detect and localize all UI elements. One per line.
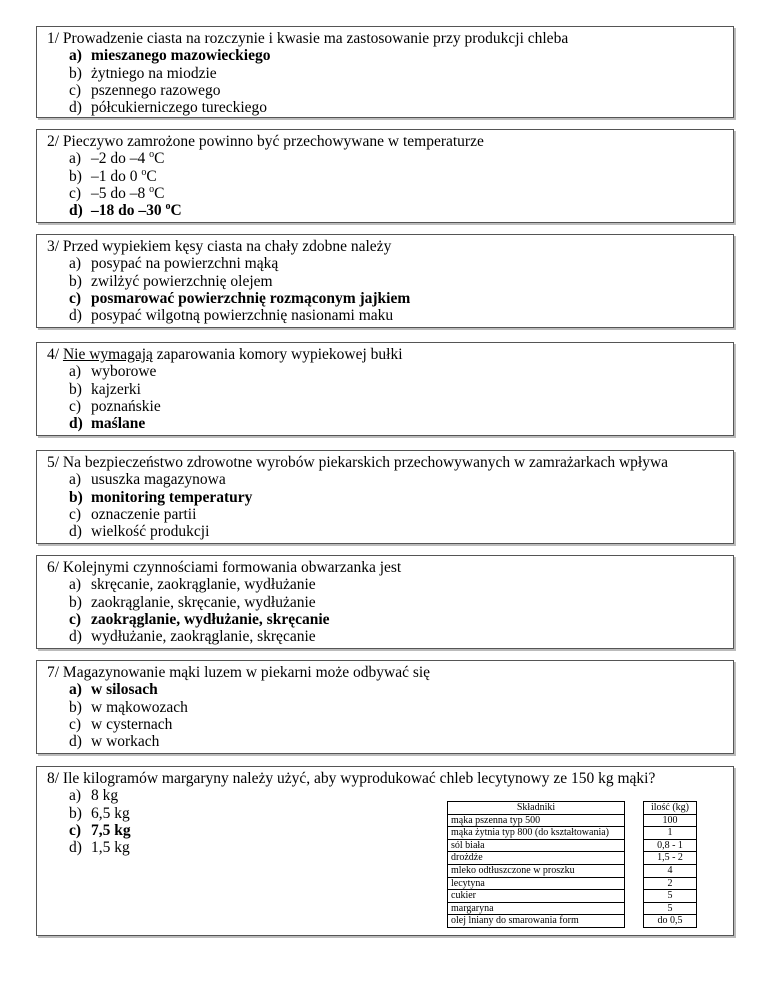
question-2-option-b: b) –1 do 0 $^o$C — [69, 166, 157, 185]
question-5-option-c: c) oznaczenie partii — [69, 505, 197, 523]
question-4-option-b: b) kajzerki — [69, 380, 141, 398]
ingredient-quantity: 5 — [644, 902, 697, 915]
question-6-option-d: d) wydłużanie, zaokrąglanie, skręcanie — [69, 628, 316, 646]
question-2-option-d: d) –18 do –30 $^o$C — [69, 201, 182, 220]
question-5-option-d: d) wielkość produkcji — [69, 523, 210, 541]
question-6-option-c: c) zaokrąglanie, wydłużanie, skręcanie — [69, 610, 330, 628]
question-5 — [36, 450, 734, 544]
question-3-option-a: a) posypać na powierzchni mąką — [69, 255, 279, 273]
question-8-option-d: d) 1,5 kg — [69, 839, 130, 857]
ingredient-name: mąka żytnia typ 800 (do kształtowania) — [448, 827, 625, 840]
question-7-option-c: c) w cysternach — [69, 715, 173, 733]
question-1-option-c: c) pszennego razowego — [69, 81, 221, 99]
question-6-option-b: b) zaokrąglanie, skręcanie, wydłużanie — [69, 593, 316, 611]
ingredient-quantity: 100 — [644, 814, 697, 827]
question-4-option-c: c) poznańskie — [69, 397, 161, 415]
question-2-option-a: a) –2 do –4 $^o$C — [69, 149, 165, 168]
ingredient-name: mleko odtłuszczone w proszku — [448, 864, 625, 877]
ingredient-quantity: 1 — [644, 827, 697, 840]
question-6-text: 6/ Kolejnymi czynnościami formowania obwarzanka jest — [47, 559, 402, 576]
ingredients-quantity-table — [643, 801, 697, 928]
ingredient-quantity: 0,8 - 1 — [644, 839, 697, 852]
question-6 — [36, 555, 734, 649]
ingredient-quantity: 5 — [644, 890, 697, 903]
ingredient-quantity: 2 — [644, 877, 697, 890]
question-2-text: 2/ Pieczywo zamrożone powinno być przechowywane w temperaturze — [47, 133, 484, 150]
question-3 — [36, 234, 734, 328]
ingredients-name-header: Składniki — [448, 802, 625, 815]
question-5-text: 5/ Na bezpieczeństwo zdrowotne wyrobów piekarskich przechowywanych w zamrażarkach wpływa — [47, 454, 669, 471]
ingredient-quantity: 1,5 - 2 — [644, 852, 697, 865]
question-1-text: 1/ Prowadzenie ciasta na rozczynie i kwasie ma zastosowanie przy produkcji chleba — [47, 30, 569, 47]
question-8-text: 8/ Ile kilogramów margaryny należy użyć, aby wyprodukować chleb lecytynowy ze 150 kg mąki? — [47, 770, 656, 787]
ingredient-name: sól biała — [448, 839, 625, 852]
question-3-option-c: c) posmarować powierzchnię rozmąconym jajkiem — [69, 289, 411, 307]
question-2 — [36, 129, 734, 223]
ingredient-name: olej lniany do smarowania form — [448, 915, 625, 928]
ingredient-name: cukier — [448, 890, 625, 903]
ingredients-name-table — [447, 801, 625, 928]
question-2-option-c: c) –5 do –8 $^o$C — [69, 183, 165, 202]
ingredients-quantity-header: ilość (kg) — [644, 802, 697, 815]
ingredient-name: mąka pszenna typ 500 — [448, 814, 625, 827]
ingredient-name: lecytyna — [448, 877, 625, 890]
question-5-option-b: b) monitoring temperatury — [69, 488, 253, 506]
question-4-option-a: a) wyborowe — [69, 363, 157, 381]
question-4-text: 4/ Nie wymagają zaparowania komory wypiekowej bułki — [47, 346, 403, 363]
question-8-option-c: c) 7,5 kg — [69, 821, 131, 839]
question-4-option-d: d) maślane — [69, 415, 146, 433]
question-7-text: 7/ Magazynowanie mąki luzem w piekarni może odbywać się — [47, 664, 431, 681]
question-4 — [36, 342, 734, 436]
question-7-option-d: d) w workach — [69, 733, 160, 751]
question-8-option-b: b) 6,5 kg — [69, 804, 130, 822]
question-3-text: 3/ Przed wypiekiem kęsy ciasta na chały zdobne należy — [47, 238, 392, 255]
question-5-option-a: a) ususzka magazynowa — [69, 471, 226, 489]
question-3-option-d: d) posypać wilgotną powierzchnię nasionami maku — [69, 307, 394, 325]
question-1 — [36, 26, 734, 118]
question-8 — [36, 766, 734, 936]
question-1-option-a: a) mieszanego mazowieckiego — [69, 47, 271, 65]
question-7 — [36, 660, 734, 754]
question-3-option-b: b) zwilżyć powierzchnię olejem — [69, 272, 273, 290]
ingredient-name: drożdże — [448, 852, 625, 865]
ingredient-quantity: do 0,5 — [644, 915, 697, 928]
question-4-emphasis: Nie wymagają — [62, 346, 153, 363]
question-8-option-a: a) 8 kg — [69, 787, 119, 805]
question-7-option-a: a) w silosach — [69, 681, 158, 699]
ingredient-name: margaryna — [448, 902, 625, 915]
ingredient-quantity: 4 — [644, 864, 697, 877]
question-7-option-b: b) w mąkowozach — [69, 698, 188, 716]
question-1-option-b: b) żytniego na miodzie — [69, 64, 217, 82]
question-6-option-a: a) skręcanie, zaokrąglanie, wydłużanie — [69, 576, 316, 594]
question-1-option-d: d) półcukierniczego tureckiego — [69, 99, 268, 117]
